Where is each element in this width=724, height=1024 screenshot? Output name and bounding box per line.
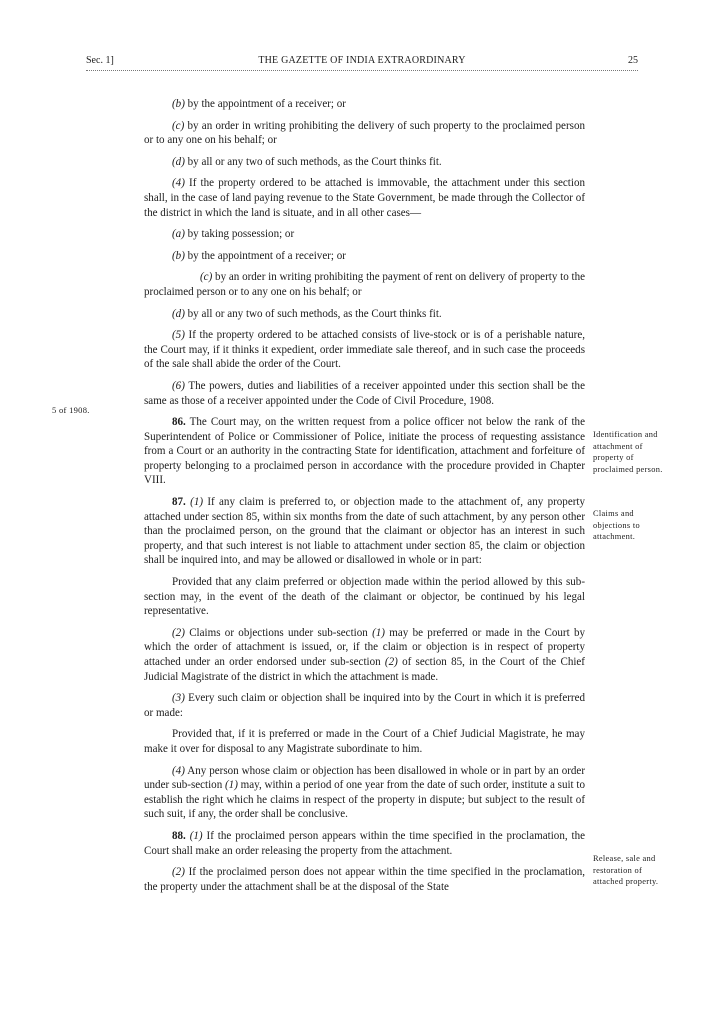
subsection-text: If the property ordered to be attached is immovable, the attachment under this section shall, in the case of land paying revenue to the State Government, be made through the Collector of the district in which the land is situate, and in all other cases—	[144, 177, 585, 219]
subsection-paragraph	[144, 176, 585, 220]
subsection-text: Every such claim or objection shall be inquired into by the Court in which it is preferred or made:	[144, 692, 585, 719]
clause-paragraph	[144, 227, 585, 242]
subsection-ref: (1)	[225, 779, 238, 792]
section-text: If the proclaimed person appears within the time specified in the proclamation, the Court shall make an order releasing the property from the attachment.	[144, 829, 586, 857]
subsection-text: may be preferred or made in the Court by which the order of attachment is issued, or, if the claim or objection is in respect of property attached under an order endorsed under sub-section	[144, 626, 586, 668]
clause-mark: (d)	[172, 155, 185, 168]
subsection-ref: (2)	[384, 656, 398, 668]
page-number: 25	[628, 55, 638, 66]
clause-text: by an order in writing prohibiting the payment of rent on delivery of property to the proclaimed person or to any one on his behalf; or	[144, 271, 585, 298]
subsection-text: The powers, duties and liabilities of a receiver appointed under this section shall be the same as those of a receiver appointed under the Code of Civil Procedure, 1908.	[144, 379, 585, 407]
subsection-paragraph	[144, 379, 585, 408]
proviso-paragraph	[144, 575, 585, 619]
clause-text: by all or any two of such methods, as the Court thinks fit.	[184, 307, 442, 320]
clause-text: by the appointment of a receiver; or	[184, 249, 346, 262]
section-text: The Court may, on the written request from a police officer not below the rank of the Superintendent of Police or Commissioner of Police, initiate the process of requesting assistance from a Court or an authority in the contracting State for identification, attachment and forfeiture of property belonging to a proclaimed person in accordance with the procedure provided in Chapter VIII.	[144, 416, 585, 487]
subsection-mark: (6)	[172, 379, 185, 392]
clause-mark: (a)	[172, 228, 185, 241]
left-margin-note: 5 of 1908.	[52, 405, 90, 415]
section-number: 86.	[172, 416, 186, 429]
subsection-mark: (1)	[189, 829, 203, 842]
subsection-mark: (4)	[172, 177, 185, 190]
section-88-paragraph	[144, 829, 585, 858]
clause-mark: (c)	[172, 119, 185, 132]
subsection-paragraph	[144, 626, 585, 684]
document-body	[144, 97, 585, 901]
clause-mark: (d)	[172, 307, 185, 320]
clause-paragraph	[144, 307, 585, 322]
clause-text: by an order in writing prohibiting the delivery of such property to the proclaimed person or to any one on his behalf; or	[144, 119, 585, 147]
side-note-87: Claims and objections to attachment.	[593, 509, 640, 542]
proviso-text: Provided that any claim preferred or objection made within the period allowed by this sub-section may, in the event of the death of the claimant or objector, be continued by his legal representative.	[144, 576, 585, 618]
side-note-88: Release, sale and restoration of attached property.	[593, 854, 659, 887]
subsection-paragraph	[144, 328, 585, 372]
subsection-paragraph	[144, 691, 585, 720]
proviso-text: Provided that, if it is preferred or made in the Court of a Chief Judicial Magistrate, he may make it over for disposal to any Magistrate subordinate to him.	[144, 728, 585, 755]
section-number: 87.	[172, 496, 186, 509]
clause-paragraph	[144, 270, 585, 299]
subsection-text: If the proclaimed person does not appear within the time specified in the proclamation, the property under the attachment shall be at the disposal of the State	[144, 866, 585, 893]
clause-text: by all or any two of such methods, as the Court thinks fit.	[184, 155, 442, 168]
subsection-text: Claims or objections under sub-section	[184, 626, 373, 639]
clause-text: by the appointment of a receiver; or	[184, 98, 346, 110]
side-note-86: Identification and attachment of property of proclaimed person.	[593, 430, 663, 474]
subsection-mark: (3)	[172, 692, 185, 705]
clause-paragraph	[144, 119, 585, 148]
proviso-paragraph	[144, 727, 585, 756]
subsection-mark: (1)	[190, 496, 204, 509]
page-header	[86, 55, 638, 71]
subsection-paragraph	[144, 764, 585, 822]
clause-mark: (b)	[172, 249, 185, 262]
clause-paragraph	[144, 155, 585, 170]
clause-text: by taking possession; or	[184, 228, 295, 241]
section-label: Sec. 1]	[86, 55, 114, 66]
section-text: If any claim is preferred to, or objection made to the attachment of, any property attached under section 85, within six months from the date of such attachment, by any person other than the proclaimed person, on the ground that the claimant or objector has an interest in such property, and that such interest is not liable to attachment under section 85, the claim or objection shall be inquired into, and may be allowed or disallowed in whole or in part:	[144, 496, 585, 567]
clause-paragraph	[144, 249, 585, 264]
subsection-mark: (4)	[172, 764, 185, 777]
clause-paragraph	[144, 97, 585, 112]
gazette-title: THE GAZETTE OF INDIA EXTRAORDINARY	[258, 55, 466, 66]
subsection-mark: (2)	[172, 626, 185, 639]
subsection-text: may, within a period of one year from the date of such order, institute a suit to establish the right which he claims in respect of the property in dispute; but subject to the result of such suit, if any, the order shall be conclusive.	[144, 779, 585, 821]
subsection-mark: (5)	[172, 329, 185, 342]
section-87-paragraph	[144, 495, 585, 568]
subsection-text: of section 85, in the Court of the Chief Judicial Magistrate of the district in which the attachment is made.	[144, 656, 585, 683]
header-rule	[86, 70, 638, 71]
subsection-text: If the property ordered to be attached consists of live-stock or is of a perishable nature, the Court may, if it thinks it expedient, order immediate sale thereof, and in such case the proceeds of the sale shall abide the order of the Court.	[144, 329, 585, 371]
subsection-ref: (1)	[372, 626, 385, 639]
subsection-text: Any person whose claim or objection has been disallowed in whole or in part by an order under sub-section	[144, 764, 585, 792]
clause-mark: (b)	[172, 98, 185, 110]
section-86-paragraph	[144, 415, 585, 488]
clause-mark: (c)	[200, 271, 213, 284]
subsection-paragraph	[144, 865, 585, 894]
section-number: 88.	[172, 829, 186, 842]
subsection-mark: (2)	[172, 866, 185, 879]
